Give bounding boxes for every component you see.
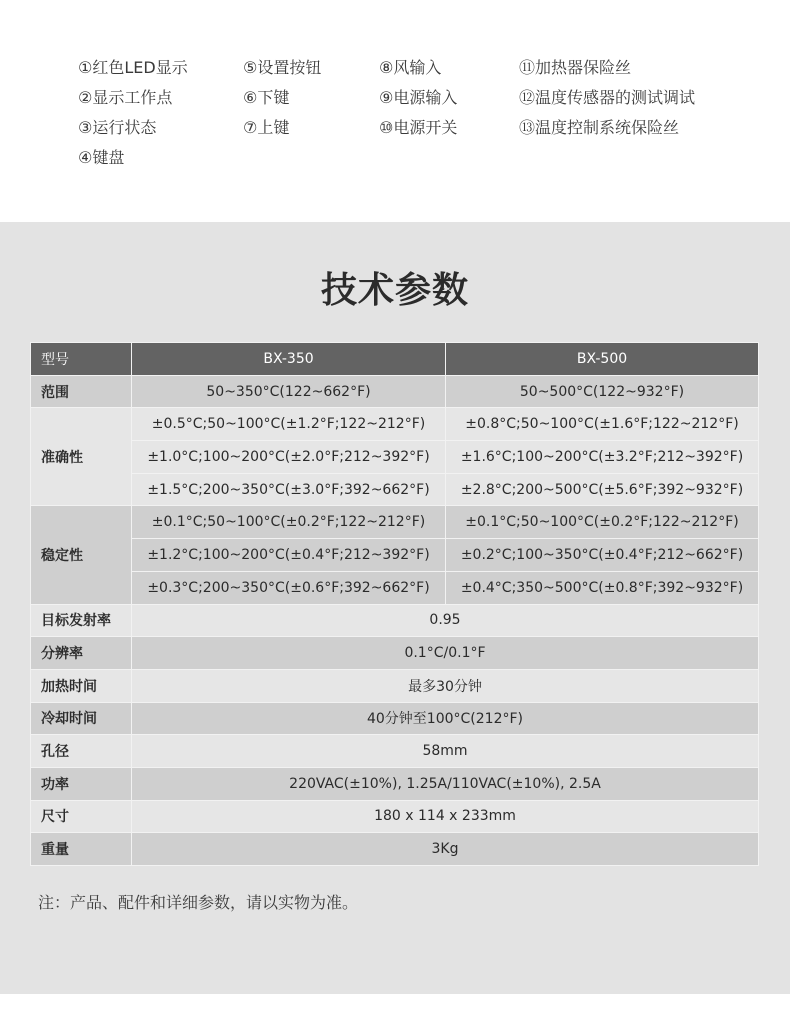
footnote: 注：产品、配件和详细参数，请以实物为准。 <box>38 893 359 912</box>
cell-bx500: ±0.8°C;50~100°C(±1.6°F;122~212°F) <box>446 408 759 441</box>
row-label: 稳定性 <box>31 506 132 604</box>
legend-item: ⑬温度控制系统保险丝 <box>519 118 680 137</box>
table-row <box>31 506 759 539</box>
row-label: 重量 <box>31 833 132 866</box>
legend-item: ⑨电源输入 <box>379 88 458 107</box>
legend-column <box>379 53 457 143</box>
table-row <box>31 375 759 408</box>
cell-bx350: ±1.0°C;100~200°C(±2.0°F;212~392°F) <box>132 441 446 474</box>
cell-bx500: ±0.4°C;350~500°C(±0.8°F;392~932°F) <box>446 571 759 604</box>
cell-bx500: ±1.6°C;100~200°C(±3.2°F;212~392°F) <box>446 441 759 474</box>
legend-item: ②显示工作点 <box>78 88 173 107</box>
cell-bx500: ±2.8°C;200~500°C(±5.6°F;392~932°F) <box>446 473 759 506</box>
legend-column <box>78 53 188 173</box>
cell-bx350: 50~350°C(122~662°F) <box>132 375 446 408</box>
row-label: 范围 <box>31 375 132 408</box>
cell-bx500: ±0.1°C;50~100°C(±0.2°F;122~212°F) <box>446 506 759 539</box>
legend-item: ⑧风输入 <box>379 58 442 77</box>
table-row <box>31 767 759 800</box>
table-row <box>31 702 759 735</box>
table-row <box>31 637 759 670</box>
cell-shared: 220VAC(±10%), 1.25A/110VAC(±10%), 2.5A <box>132 767 759 800</box>
header-model-bx350: BX-350 <box>132 343 446 376</box>
specs-table <box>30 342 759 866</box>
table-row <box>31 571 759 604</box>
cell-shared: 40分钟至100°C(212°F) <box>132 702 759 735</box>
row-label: 准确性 <box>31 408 132 506</box>
table-row <box>31 539 759 572</box>
component-legend <box>0 0 790 222</box>
cell-bx500: ±0.2°C;100~350°C(±0.4°F;212~662°F) <box>446 539 759 572</box>
page-bottom-strip <box>0 994 790 1010</box>
row-label: 功率 <box>31 767 132 800</box>
legend-item: ⑫温度传感器的测试调试 <box>519 88 696 107</box>
row-label: 尺寸 <box>31 800 132 833</box>
row-label: 加热时间 <box>31 669 132 702</box>
table-row <box>31 408 759 441</box>
row-label: 冷却时间 <box>31 702 132 735</box>
legend-column <box>519 53 695 143</box>
cell-shared: 0.95 <box>132 604 759 637</box>
specs-title: 技术参数 <box>320 270 469 311</box>
cell-bx350: ±1.2°C;100~200°C(±0.4°F;212~392°F) <box>132 539 446 572</box>
table-header-row <box>31 343 759 376</box>
cell-bx350: ±0.1°C;50~100°C(±0.2°F;122~212°F) <box>132 506 446 539</box>
table-row <box>31 833 759 866</box>
table-row <box>31 669 759 702</box>
legend-item: ⑤设置按钮 <box>243 58 322 77</box>
legend-item: ⑩电源开关 <box>379 118 458 137</box>
cell-shared: 最多30分钟 <box>132 669 759 702</box>
header-model-bx500: BX-500 <box>446 343 759 376</box>
cell-shared: 58mm <box>132 735 759 768</box>
legend-item: ③运行状态 <box>78 118 157 137</box>
row-label: 分辨率 <box>31 637 132 670</box>
cell-shared: 3Kg <box>132 833 759 866</box>
specs-section <box>0 222 790 994</box>
cell-bx350: ±0.5°C;50~100°C(±1.2°F;122~212°F) <box>132 408 446 441</box>
legend-item: ⑪加热器保险丝 <box>519 58 632 77</box>
table-row <box>31 604 759 637</box>
legend-item: ⑦上键 <box>243 118 290 137</box>
row-label: 孔径 <box>31 735 132 768</box>
cell-shared: 0.1°C/0.1°F <box>132 637 759 670</box>
table-row <box>31 473 759 506</box>
legend-item: ④键盘 <box>78 148 125 167</box>
legend-item: ⑥下键 <box>243 88 290 107</box>
legend-column <box>243 53 321 143</box>
cell-bx500: 50~500°C(122~932°F) <box>446 375 759 408</box>
legend-item: ①红色LED显示 <box>78 58 188 77</box>
cell-bx350: ±1.5°C;200~350°C(±3.0°F;392~662°F) <box>132 473 446 506</box>
cell-bx350: ±0.3°C;200~350°C(±0.6°F;392~662°F) <box>132 571 446 604</box>
table-row <box>31 441 759 474</box>
cell-shared: 180 x 114 x 233mm <box>132 800 759 833</box>
table-row <box>31 800 759 833</box>
table-row <box>31 735 759 768</box>
header-label: 型号 <box>31 343 132 376</box>
row-label: 目标发射率 <box>31 604 132 637</box>
